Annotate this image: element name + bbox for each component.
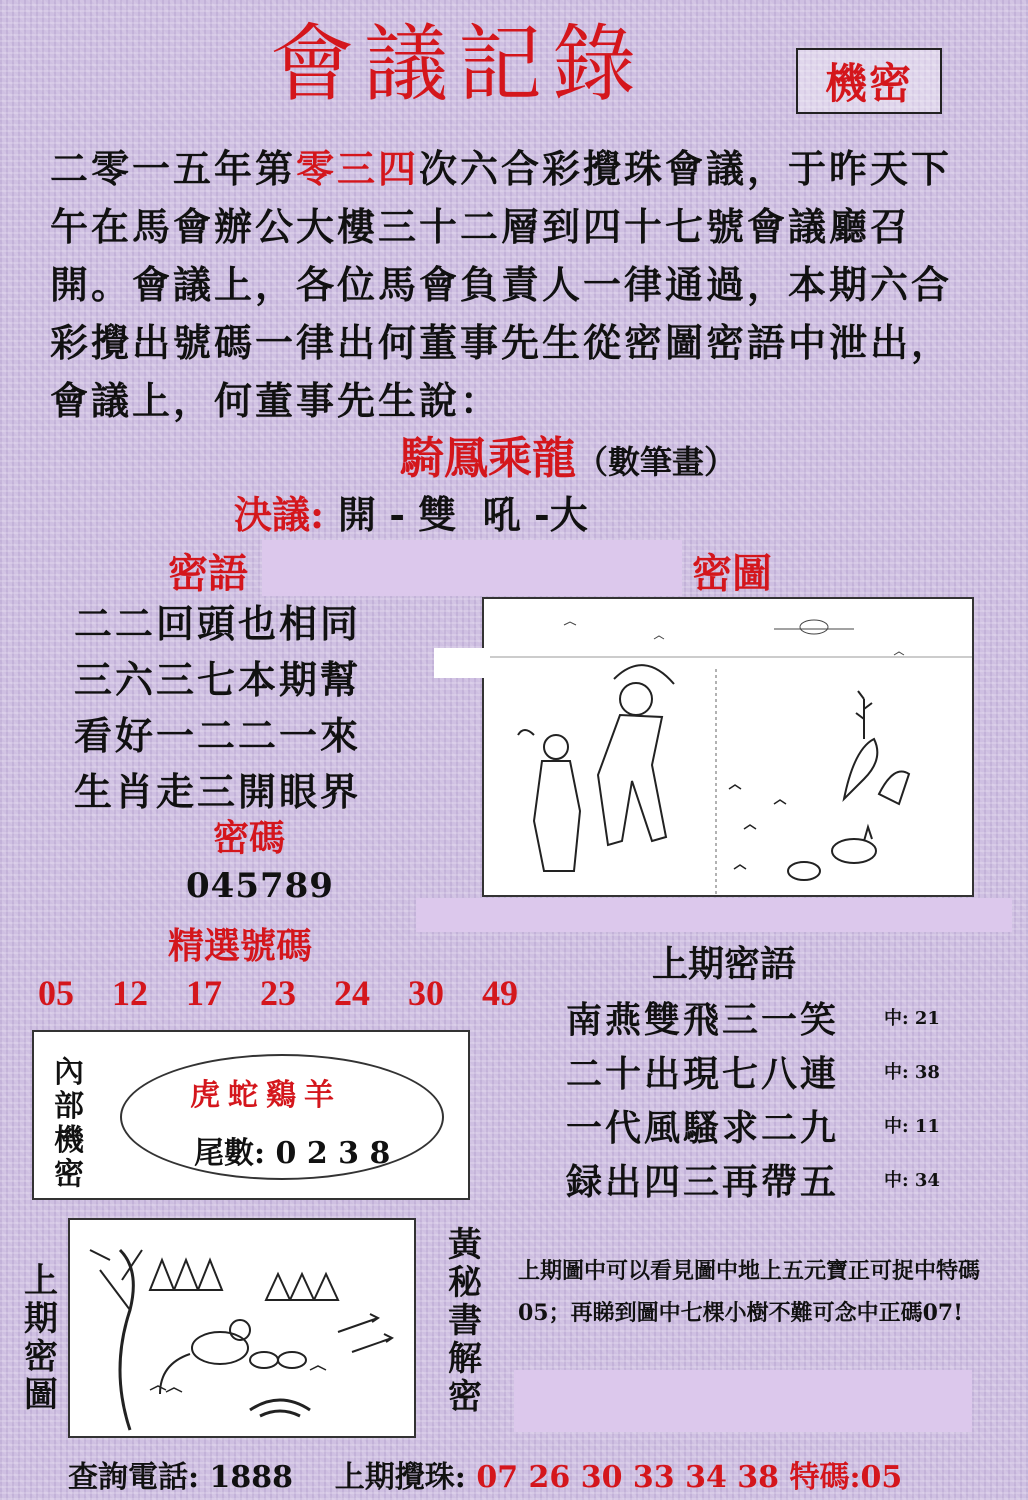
list-item — [566, 1098, 940, 1152]
intro-prefix: 二零一五年第 — [50, 146, 297, 191]
previous-line: 南燕雙飛三一笑 — [566, 998, 840, 1041]
issue-number: 零三四 — [296, 146, 420, 191]
tail-digits: 尾數: 0 2 3 8 — [194, 1136, 391, 1171]
resolution-value: 開 - 雙 吼 -大 — [338, 492, 588, 537]
previous-cipher-list — [566, 990, 940, 1206]
previous-line: 録出四三再帶五 — [566, 1160, 840, 1203]
last-picture — [68, 1218, 416, 1438]
redaction-bar-bottom — [514, 1370, 972, 1432]
code-label: 密碼 — [213, 817, 286, 859]
redaction-bar-middle — [416, 898, 1012, 932]
poem-line: 生肖走三開眼界 — [74, 769, 362, 814]
confidential-badge: 機密 — [796, 48, 942, 114]
previous-cipher-heading: 上期密語 — [652, 943, 797, 985]
last-draw-numbers: 07 26 30 33 34 38 特碼:05 — [476, 1460, 903, 1495]
motto-line — [400, 422, 736, 486]
code-value: 045789 — [186, 866, 334, 906]
poem-line: 三六三七本期幫 — [74, 657, 362, 702]
woodcut-illustration — [484, 599, 972, 895]
motto-text: 騎鳳乘龍 — [400, 433, 576, 484]
picks-label: 精選號碼 — [168, 925, 313, 967]
page-title: 會議記錄 — [270, 15, 647, 113]
poem-line: 看好一二二一來 — [74, 713, 362, 758]
zodiac-text: 虎蛇鷄羊 — [190, 1078, 342, 1113]
previous-line: 一代風騷求二九 — [566, 1106, 840, 1149]
previous-result: 中: 34 — [884, 1170, 940, 1191]
phone-number: 查詢電話: 1888 — [68, 1460, 294, 1495]
footer-line — [68, 1452, 902, 1496]
last-draw-label: 上期攪珠: — [334, 1460, 466, 1495]
secretary-label: 黃秘書解密 — [448, 1225, 482, 1417]
previous-result: 中: 11 — [884, 1116, 940, 1137]
cipher-heading: 密語 — [168, 550, 248, 597]
list-item — [566, 990, 940, 1044]
picks-numbers: 05 12 17 23 24 30 49 — [38, 973, 518, 1013]
previous-line: 二十出現七八連 — [566, 1052, 840, 1095]
secretary-solution: 上期圖中可以看見圖中地上五元寶正可捉中特碼05；再睇到圖中七棵小樹不難可念中正碼07! — [518, 1258, 981, 1326]
resolution-line — [234, 484, 588, 539]
internal-secret-box — [32, 1030, 470, 1200]
intro-paragraph — [50, 140, 990, 430]
redaction-bar-left — [434, 648, 490, 678]
redaction-bar-top — [262, 540, 682, 596]
motto-note: （數筆畫） — [576, 443, 737, 481]
internal-label: 內部機密 — [54, 1055, 84, 1192]
resolution-label: 決議: — [234, 492, 325, 537]
previous-result: 中: 21 — [884, 1008, 940, 1029]
cipher-picture — [482, 597, 974, 897]
list-item — [566, 1044, 940, 1098]
sketch-illustration — [70, 1220, 414, 1436]
cipher-poem — [74, 596, 361, 820]
picture-heading: 密圖 — [692, 550, 772, 597]
last-picture-label: 上期密圖 — [24, 1261, 58, 1415]
list-item — [566, 1152, 940, 1206]
intro-body: 次六合彩攪珠會議，于昨天下午在馬會辦公大樓三十二層到四十七號會議廳召開。會議上，各位馬會負責人一律通過，本期六合彩攪出號碼一律出何董事先生從密圖密語中泄出，會議上，何董事先生說： — [50, 146, 953, 423]
internal-oval — [120, 1054, 444, 1180]
poem-line: 二二回頭也相同 — [74, 601, 362, 646]
previous-result: 中: 38 — [884, 1062, 940, 1083]
